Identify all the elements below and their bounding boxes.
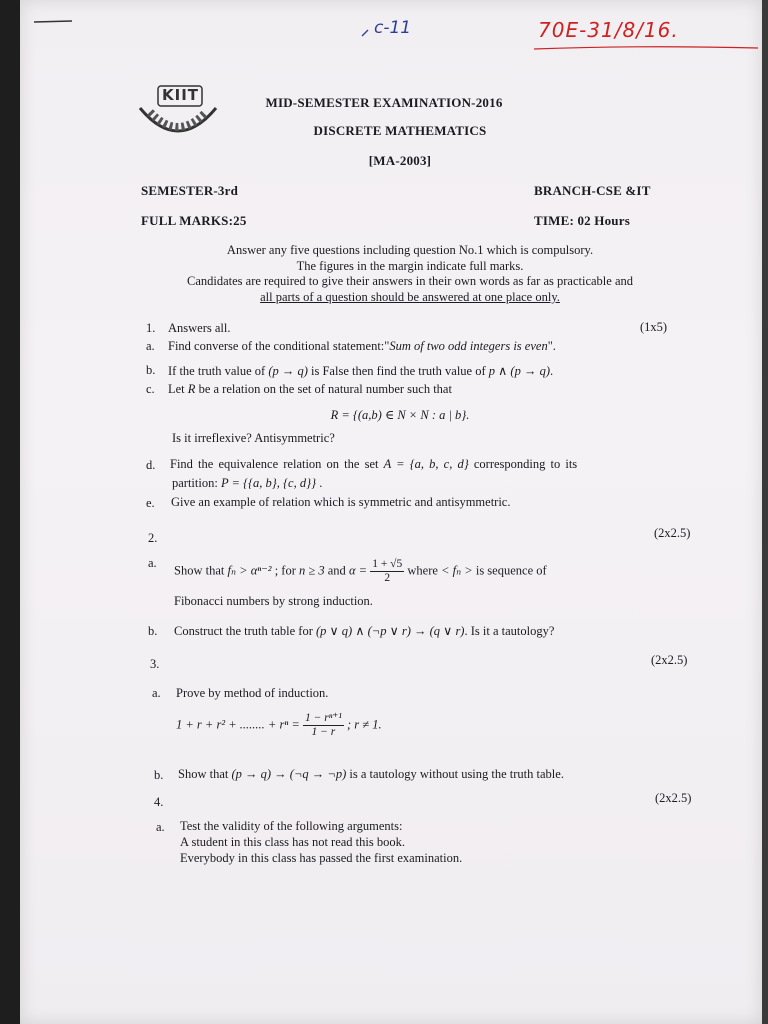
q3a-text: Prove by method of induction. <box>176 686 329 700</box>
q3a-denominator: 1 − r <box>311 726 336 738</box>
q4a-line2: A student in this class has not read this book. <box>180 835 405 849</box>
q3b-text <box>178 767 564 782</box>
q3-marks: (2x2.5) <box>651 653 688 667</box>
q1d-text1: Find the equivalence relation on the set <box>170 457 379 471</box>
q1c-formula: R = {(a,b) ∈ N × N : a | b}. <box>330 408 470 422</box>
q1c-label: c. <box>146 382 155 396</box>
red-underline <box>532 44 762 52</box>
q1d-partition <box>172 476 322 491</box>
q1a-text <box>168 339 556 354</box>
q3b-text1: Show that <box>178 767 229 781</box>
q1c-text <box>168 382 452 397</box>
q1a-end: ". <box>547 339 556 353</box>
q1d-text <box>170 457 577 472</box>
q3a-numerator: 1 − rⁿ⁺¹ <box>304 712 342 724</box>
q1-marks: (1x5) <box>640 320 668 334</box>
q2b-label: b. <box>148 624 158 638</box>
time-label: TIME: 02 Hours <box>534 213 630 228</box>
q2a-and: and <box>327 563 346 578</box>
q1b-text1: If the truth value of <box>168 364 266 378</box>
q1d-label: d. <box>146 458 156 472</box>
semester-label: SEMESTER-3rd <box>141 183 239 198</box>
q2a-alpha: α = <box>348 563 368 578</box>
q2a-inequality: fₙ > αⁿ⁻² <box>227 563 272 578</box>
q3a-condition: ; r ≠ 1. <box>346 717 382 732</box>
q2a-text <box>174 558 547 585</box>
q3a-lhs: 1 + r + r² + ........ + rⁿ = <box>176 717 300 732</box>
q1b-text2: is False then find the truth value of <box>311 364 486 378</box>
q2a-label: a. <box>148 556 157 570</box>
q2b-text-start: Construct the truth table for <box>174 624 313 638</box>
q2a-where: where <box>407 563 438 578</box>
q1c-question: Is it irreflexive? Antisymmetric? <box>172 431 335 445</box>
q3a-formula <box>176 712 382 739</box>
pen-stroke-mark <box>34 18 74 26</box>
instruction-line-1: Answer any five questions including question No.1 which is compulsory. <box>226 243 594 257</box>
q2-marks: (2x2.5) <box>654 526 691 540</box>
pen-tick-mark <box>360 28 372 38</box>
q1d-set: A = {a, b, c, d} <box>383 457 469 471</box>
q1-number: 1. <box>146 321 156 335</box>
q4a-line3: Everybody in this class has passed the first examination. <box>180 851 463 865</box>
q2a-sequence: < fₙ > <box>441 563 473 578</box>
course-code: [MA-2003] <box>368 153 432 168</box>
q1b-label: b. <box>146 363 156 377</box>
q2b-text <box>174 623 554 639</box>
q2a-show: Show that <box>174 563 225 578</box>
q1d-text3: partition: <box>172 476 218 490</box>
q2b-end: . Is it a tautology? <box>464 624 555 638</box>
q1a-text-start: Find converse of the conditional statement:" <box>168 339 390 353</box>
handwritten-date-note: 70E-31/8/16. <box>538 18 679 42</box>
q1d-text2: corresponding to its <box>473 457 578 471</box>
q1-title: Answers all. <box>168 321 231 335</box>
q2a-for: ; for <box>274 563 296 578</box>
q1c-text1: Let <box>168 382 185 396</box>
q4a-text: Test the validity of the following arguments: <box>180 819 403 833</box>
q2a-condition: n ≥ 3 <box>299 563 325 578</box>
subject-title: DISCRETE MATHEMATICS <box>313 123 487 138</box>
handwritten-mark-top: c-11 <box>374 18 412 38</box>
q4-marks: (2x2.5) <box>655 791 692 805</box>
q1b-text <box>168 363 553 379</box>
q4a-label: a. <box>156 820 165 834</box>
full-marks-label: FULL MARKS:25 <box>141 213 247 228</box>
q2a-fraction <box>370 558 404 585</box>
q3b-expr: (p → q) → (¬q → ¬p) <box>231 767 347 781</box>
q2a-denominator: 2 <box>384 572 391 584</box>
instruction-line-2: The figures in the margin indicate full marks. <box>296 259 524 273</box>
q1e-text: Give an example of relation which is symmetric and antisymmetric. <box>171 495 511 509</box>
q3b-label: b. <box>154 768 164 782</box>
q1c-text2: be a relation on the set of natural number such that <box>198 382 452 396</box>
q1d-partition-expr: P = {{a, b}, {c, d}} <box>220 476 317 490</box>
q2a-line2: Fibonacci numbers by strong induction. <box>174 594 373 608</box>
q2a-numerator: 1 + √5 <box>372 558 403 570</box>
q1b-expr1: (p → q) <box>268 364 308 378</box>
q4-number: 4. <box>154 795 164 809</box>
q1a-label: a. <box>146 339 155 353</box>
logo-text: KIIT <box>162 86 200 104</box>
instruction-line-4: all parts of a question should be answered at one place only. <box>260 290 560 304</box>
q3a-label: a. <box>152 686 161 700</box>
instruction-line-3: Candidates are required to give their answers in their own words as far as practicable and <box>186 274 633 288</box>
q2b-expr: (p ∨ q) ∧ (¬p ∨ r) → (q ∨ r) <box>315 624 465 638</box>
q1b-end: . <box>550 364 554 378</box>
q2a-is: is sequence of <box>475 563 547 578</box>
q1e-label: e. <box>146 496 155 510</box>
q1c-R: R <box>187 382 196 396</box>
q3b-text2: is a tautology without using the truth table. <box>349 767 564 781</box>
q2-number: 2. <box>148 531 158 545</box>
q1d-end: . <box>319 476 323 490</box>
branch-label: BRANCH-CSE &IT <box>534 183 651 198</box>
q1a-italic: Sum of two odd integers is even <box>389 339 548 353</box>
q3-number: 3. <box>150 657 160 671</box>
exam-title: MID-SEMESTER EXAMINATION-2016 <box>265 95 503 110</box>
q1b-expr2: p ∧ (p → q) <box>488 364 550 378</box>
q3a-fraction <box>303 712 344 739</box>
